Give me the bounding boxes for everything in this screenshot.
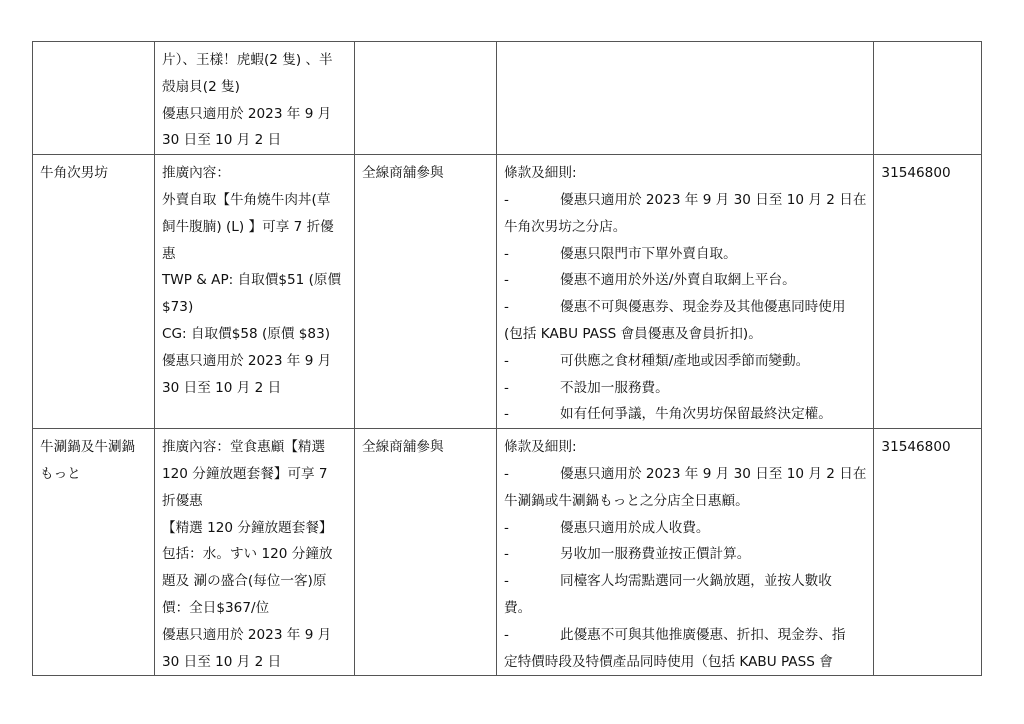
promotion-table-body [33,42,982,676]
text-line: 折優惠 [162,492,203,509]
text-line: 價：全日$367/位 [162,599,270,616]
terms-cell [497,429,874,676]
bullet-dash: - [504,465,509,482]
bullet-dash: - [504,573,509,590]
shop-name-cell [33,42,155,155]
terms-item-text: 優惠不適用於外送/外賣自取網上平台。 [560,272,796,289]
bullet-dash: - [504,546,509,563]
phone-number: 31546800 [881,439,951,456]
text-line: 外賣自取【牛角燒牛肉丼(草 [162,191,331,208]
terms-cell [497,42,874,155]
bullet-dash: - [504,406,509,423]
bullet-dash: - [504,299,509,316]
shop-name-cell [33,429,155,676]
bullet-dash: - [504,272,509,289]
terms-item-continuation: 費。 [504,599,532,616]
promo-content-cell [155,155,355,429]
text-line: 牛涮鍋及牛涮鍋 [40,439,136,456]
table-row [33,42,982,155]
shop-name-cell [33,155,155,429]
text-line: 【精選 120 分鐘放題套餐】 [162,519,333,536]
terms-item [504,461,866,488]
terms-item [504,187,866,214]
scope-cell [355,42,497,155]
terms-item [504,401,866,428]
terms-header: 條款及細則: [504,165,577,182]
text-line: 30 日至 10 月 2 日 [162,132,282,149]
text-line: 推廣內容： [162,165,230,182]
text-line: もっと [40,465,81,482]
text-line: 題及 涮の盛合(每位一客)原 [162,573,327,590]
text-line: 惠 [162,245,176,262]
terms-cell [497,155,874,429]
text-line: CG: 自取價$58 (原價 $83) [162,325,331,342]
terms-item-text: 優惠只限門市下單外賣自取。 [560,245,737,262]
phone-cell [874,42,982,155]
phone-number: 31546800 [881,165,951,182]
promo-content-cell [155,42,355,155]
text-line: 牛角次男坊 [40,165,108,182]
terms-item-text: 可供應之食材種類/產地或因季節而變動。 [560,352,810,369]
terms-item-text: 優惠只適用於 2023 年 9 月 30 日至 10 月 2 日在 [560,191,867,208]
bullet-dash: - [504,191,509,208]
bullet-dash: - [504,379,509,396]
text-line: $73) [162,299,194,316]
terms-header: 條款及細則: [504,439,577,456]
terms-item [504,375,866,402]
table-row [33,429,982,676]
terms-item [504,241,866,268]
text-line: 優惠只適用於 2023 年 9 月 [162,352,332,369]
bullet-dash: - [504,519,509,536]
promotion-table [32,41,982,676]
terms-item [504,515,866,542]
terms-item-continuation: 牛涮鍋或牛涮鍋もっと之分店全日惠顧。 [504,492,749,509]
text-line: 120 分鐘放題套餐】可享 7 [162,465,328,482]
table-row [33,155,982,429]
text-line: 30 日至 10 月 2 日 [162,379,282,396]
terms-item [504,348,866,375]
bullet-dash: - [504,626,509,643]
terms-item-text: 不設加一服務費。 [560,379,669,396]
bullet-dash: - [504,245,509,262]
scope-cell [355,155,497,429]
terms-item [504,568,866,595]
phone-cell [874,155,982,429]
terms-item [504,267,866,294]
text-line: 殻扇貝(2 隻) [162,78,240,95]
scope-text: 全線商舖參與 [362,439,444,456]
scope-text: 全線商舖參與 [362,165,444,182]
phone-cell [874,429,982,676]
terms-item-continuation: 定特價時段及特價產品同時使用（包括 KABU PASS 會 [504,653,833,670]
terms-item [504,541,866,568]
terms-item-text: 如有任何爭議，牛角次男坊保留最終決定權。 [560,406,832,423]
text-line: 優惠只適用於 2023 年 9 月 [162,626,332,643]
terms-item-continuation: (包括 KABU PASS 會員優惠及會員折扣)。 [504,325,762,342]
scope-cell [355,429,497,676]
terms-item-text: 優惠不可與優惠券、現金券及其他優惠同時使用 [560,299,846,316]
terms-item-text: 優惠只適用於 2023 年 9 月 30 日至 10 月 2 日在 [560,465,867,482]
terms-item [504,622,866,649]
bullet-dash: - [504,352,509,369]
promo-content-cell [155,429,355,676]
text-line: 飼牛腹腩) (L) 】可享 7 折優 [162,218,334,235]
text-line: 包括：水。すい 120 分鐘放 [162,546,333,563]
text-line: 30 日至 10 月 2 日 [162,653,282,670]
text-line: 片）、王樣！虎蝦(2 隻) 、半 [162,52,333,68]
terms-item-text: 另收加一服務費並按正價計算。 [560,546,751,563]
text-line: TWP & AP: 自取價$51 (原價 [162,272,342,289]
text-line: 優惠只適用於 2023 年 9 月 [162,105,332,122]
terms-item-text: 優惠只適用於成人收費。 [560,519,710,536]
text-line: 推廣內容：堂食惠顧【精選 [162,439,326,456]
terms-item [504,294,866,321]
terms-item-text: 同檯客人均需點選同一火鍋放題，並按人數收 [560,573,832,590]
terms-item-continuation: 牛角次男坊之分店。 [504,218,627,235]
terms-item-text: 此優惠不可與其他推廣優惠、折扣、現金券、指 [560,626,846,643]
